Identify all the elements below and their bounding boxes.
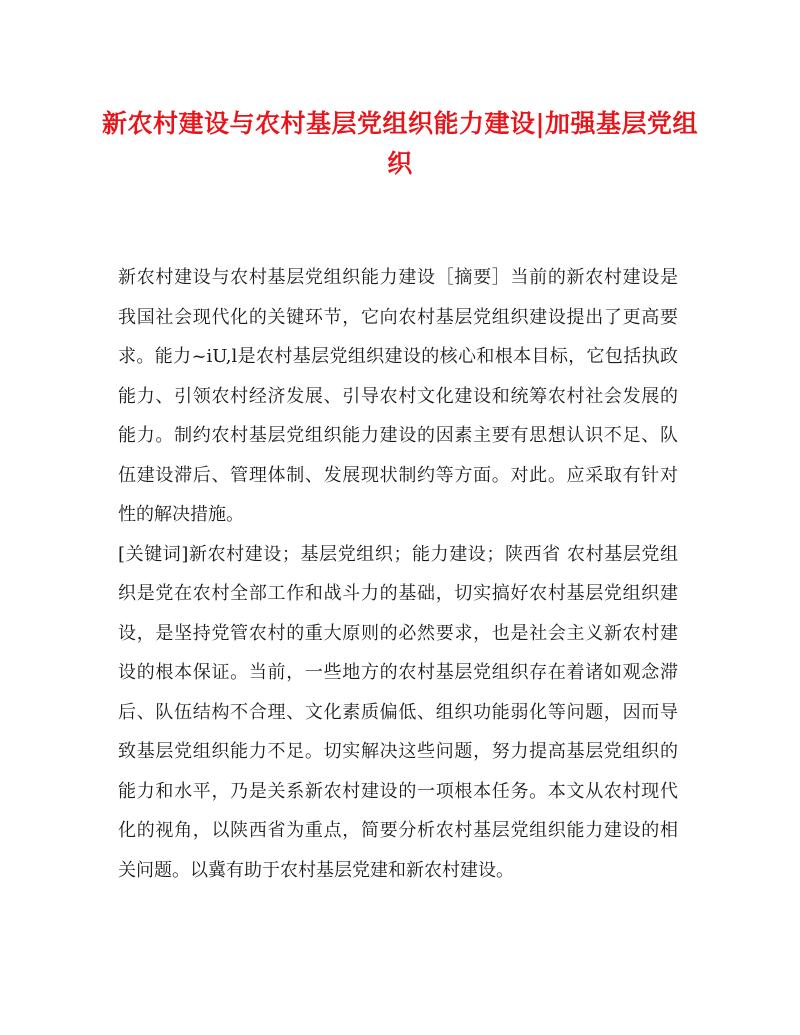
abstract-line: 性的解决措施。: [118, 504, 244, 525]
keywords-line: [关键词]新农村建设；基层党组织；能力建设；陕西省 农村基层党组: [118, 543, 678, 565]
abstract-line: 求。能力~iU,l是农村基层党组织建设的核心和根本目标，它包括执政: [118, 346, 678, 367]
abstract-line: 能力。制约农村基层党组织能力建设的因素主要有思想认识不足、队: [118, 425, 678, 446]
abstract-paragraph: [118, 258, 678, 535]
abstract-line: 新农村建设与农村基层党组织能力建设［摘要］当前的新农村建设是: [118, 267, 678, 288]
keywords-line: 致基层党组织能力不足。切实解决这些问题，努力提高基层党组织的: [118, 741, 678, 762]
keywords-paragraph: [118, 535, 678, 891]
keywords-line: 后、队伍结构不合理、文化素质偏低、组织功能弱化等问题，因而导: [118, 701, 678, 723]
abstract-line: 我国社会现代化的关键环节，它向农村基层党组织建设提出了更高要: [118, 306, 678, 328]
abstract-line: 能力、引领农村经济发展、引导农村文化建设和统筹农村社会发展的: [118, 385, 678, 407]
abstract-line: 伍建设滞后、管理体制、发展现状制约等方面。对此。应采取有针对: [118, 464, 678, 486]
keywords-line: 化的视角，以陕西省为重点，简要分析农村基层党组织能力建设的相: [118, 820, 678, 841]
keywords-line: 设，是坚持党管农村的重大原则的必然要求，也是社会主义新农村建: [118, 622, 678, 644]
keywords-line: 织是党在农村全部工作和战斗力的基础，切实搞好农村基层党组织建: [118, 583, 678, 604]
keywords-line: 设的根本保证。当前，一些地方的农村基层党组织存在着诸如观念滞: [118, 662, 678, 683]
document-body: [118, 258, 678, 890]
keywords-line: 能力和水平，乃是关系新农村建设的一项根本任务。本文从农村现代: [118, 780, 678, 802]
keywords-line: 关问题。以冀有助于农村基层党建和新农村建设。: [118, 859, 514, 881]
document-title: 新农村建设与农村基层党组织能力建设|加强基层党组织: [101, 109, 699, 178]
